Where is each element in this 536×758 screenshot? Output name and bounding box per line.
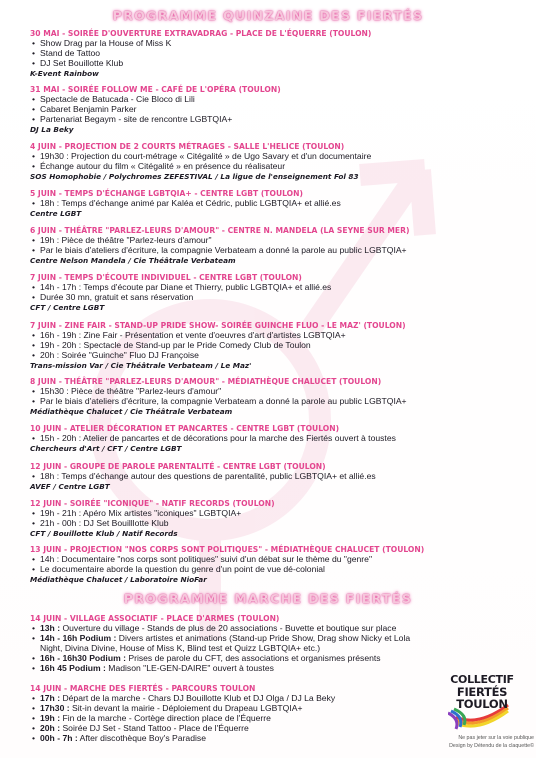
event-block xyxy=(30,462,516,492)
event-block xyxy=(30,29,516,79)
logo-line-2: FIERTÉS xyxy=(456,685,508,699)
event-item: • Par le biais d'ateliers d'écriture, la compagnie Verbateam a donné la parole au public LGBTQIA+ xyxy=(40,246,516,256)
event-credit: CFT / Bouillotte Klub / Natif Records xyxy=(30,528,178,538)
schedule-time: 19h : xyxy=(40,712,61,723)
event-item: • 16h - 19h : Zine Fair - Présentation et vente d'oeuvres d'art d'artistes LGBTQIA+ xyxy=(40,331,516,341)
event-item: • 19h - 20h : Spectacle de Stand-up par le Pride Comedy Club de Toulon xyxy=(40,341,516,351)
event-item: • 19h30 : Projection du court-métrage « Citégalité » de Ugo Savary et d'un documentaire xyxy=(40,152,516,162)
event-credit: Centre Nelson Mandela / Cie Théâtrale Verbateam xyxy=(30,255,236,265)
schedule-time: 17h : xyxy=(40,693,61,703)
event-item: • 15h30 : Pièce de théâtre "Parlez-leurs d'amour" xyxy=(40,387,516,397)
event-heading: 4 JUIN - PROJECTION DE 2 COURTS MÉTRAGES - SALLE L'HELICE (TOULON) xyxy=(30,142,345,151)
schedule-time: 13h : xyxy=(40,623,61,633)
event-heading: 10 JUIN - ATELIER DÉCORATION ET PANCARTES - CENTRE LGBT (TOULON) xyxy=(30,424,340,433)
collectif-fiertes-toulon-logo xyxy=(448,665,516,731)
schedule-time: 14h - 16h Podium : xyxy=(40,632,117,643)
event-block xyxy=(30,424,516,454)
event-item: • Durée 30 mn, gratuit et sans réservation xyxy=(40,293,516,303)
event-block xyxy=(30,189,516,219)
schedule-time: 20h : xyxy=(40,722,61,733)
event-credit: AVEF / Centre LGBT xyxy=(30,481,110,491)
schedule-text: Fin de la marche - Cortège direction place de l'Équerre xyxy=(60,712,271,723)
event-item: • 19h : Pièce de théâtre "Parlez-leurs d'amour" xyxy=(40,236,516,246)
event-credit: Médiathèque Chalucet / Cie Théâtrale Verbateam xyxy=(30,406,233,416)
event-item: • 20h : Soirée "Guinche" Fluo DJ Françoise xyxy=(40,351,516,361)
logo-line-1: COLLECTIF xyxy=(450,673,514,686)
event-item: • Échange autour du film « Citégalité » en présence du réalisateur xyxy=(40,162,516,172)
design-credit: Design by Détendu de la claquette© xyxy=(449,743,534,749)
schedule-text: Divers artistes et animations (Stand-up Pride Show, Drag show Nicky et Lola xyxy=(116,632,411,643)
event-item: • Spectacle de Batucada - Cie Bloco di Lili xyxy=(40,95,516,105)
event-heading: 14 JUIN - VILLAGE ASSOCIATIF - PLACE D'ARMES (TOULON) xyxy=(30,614,280,623)
event-item: • Partenariat Begaym - site de rencontre LGBTQIA+ xyxy=(40,115,516,125)
event-block xyxy=(30,142,516,182)
event-heading: 7 JUIN - TEMPS D'ÉCOUTE INDIVIDUEL - CENTRE LGBT (TOULON) xyxy=(30,273,302,282)
schedule-text: Ouverture du village - Stands de plus de 20 associations - Buvette et boutique sur place xyxy=(60,623,397,633)
event-item: • Show Drag par la House of Miss K xyxy=(40,39,516,49)
event-heading: 6 JUIN - THÉÂTRE "PARLEZ-LEURS D'AMOUR" - CENTRE N. MANDELA (LA SEYNE SUR MER) xyxy=(30,226,410,235)
event-credit: Trans-mission Var / Cie Théâtrale Verbateam / Le Maz' xyxy=(30,360,252,370)
event-block xyxy=(30,85,516,135)
marche-block xyxy=(30,684,426,744)
event-item: • 14h : Documentaire "nos corps sont politiques" suivi d'un débat sur le thème du "genre" xyxy=(40,555,516,565)
programme-quinzaine-title: PROGRAMME QUINZAINE DES FIERTÉS xyxy=(112,8,424,23)
programme-marche-title: PROGRAMME MARCHE DES FIERTÉS xyxy=(123,591,413,606)
schedule-item xyxy=(40,664,516,674)
event-credit: SOS Homophobie / Polychromes ZEFESTIVAL / La ligue de l'enseignement Fol 83 xyxy=(30,171,359,181)
event-block xyxy=(30,545,516,585)
event-item: • Le documentaire aborde la question du genre d'un point de vue dé-colonial xyxy=(40,565,516,575)
event-heading: 12 JUIN - GROUPE DE PAROLE PARENTALITÉ - CENTRE LGBT (TOULON) xyxy=(30,462,326,471)
schedule-text: Départ de la marche - Chars DJ Bouillotte Klub et DJ Olga / DJ La Beky xyxy=(60,693,336,703)
event-item: • 15h - 20h : Atelier de pancartes et de décorations pour la marche des Fiertés ouvert à toustes xyxy=(40,434,516,444)
event-credit: Centre LGBT xyxy=(30,208,82,218)
event-heading: 12 JUIN - SOIRÉE "ICONIQUE" - NATIF RECORDS (TOULON) xyxy=(30,499,275,508)
schedule-time: 17h30 : xyxy=(40,702,70,713)
event-item: • Stand de Tattoo xyxy=(40,49,516,59)
schedule-time: 16h - 16h30 Podium : xyxy=(40,652,126,663)
schedule-text: After discothèque Boy's Paradise xyxy=(77,732,206,743)
legal-note: Ne pas jeter sur la voie publique xyxy=(458,735,534,741)
event-heading: 7 JUIN - ZINE FAIR - STAND-UP PRIDE SHOW- SOIRÉE GUINCHE FLUO - LE MAZ' (TOULON) xyxy=(30,321,406,330)
logo-line-3: TOULON xyxy=(456,697,508,711)
event-heading: 8 JUIN - THÉÂTRE "PARLEZ-LEURS D'AMOUR" - MÉDIATHÈQUE CHALUCET (TOULON) xyxy=(30,377,382,386)
event-credit: DJ La Beky xyxy=(30,124,74,134)
schedule-text: Madison "LE-GEN-DAIRE" ouvert à toustes xyxy=(105,662,274,673)
event-heading: 14 JUIN - MARCHE DES FIERTÉS - PARCOURS TOULON xyxy=(30,684,256,693)
event-item: • 21h - 00h : DJ Set Bouilllotte Klub xyxy=(40,519,516,529)
event-block xyxy=(30,273,516,313)
event-item: • DJ Set Bouillotte Klub xyxy=(40,59,516,69)
event-item: • 19h - 21h : Apéro Mix artistes "iconiques" LGBTQIA+ xyxy=(40,509,516,519)
event-block xyxy=(30,499,516,539)
event-item: • Cabaret Benjamin Parker xyxy=(40,105,516,115)
schedule-time: 16h 45 Podium : xyxy=(40,662,106,673)
event-heading: 30 MAI - SOIRÉE D'OUVERTURE EXTRAVADRAG - PLACE DE L'ÉQUERRE (TOULON) xyxy=(30,29,372,38)
event-credit: CFT / Centre LGBT xyxy=(30,302,105,312)
schedule-text: Soirée DJ Set - Stand Tattoo - Place de l'Équerre xyxy=(60,722,249,733)
marche-block xyxy=(30,614,516,674)
event-item: • 18h : Temps d'échange autour des questions de parentalité, public LGBTQIA+ et allié.es xyxy=(40,472,516,482)
schedule-item xyxy=(40,734,426,744)
event-credit: K-Event Rainbow xyxy=(30,68,99,78)
event-heading: 5 JUIN - TEMPS D'ÉCHANGE LGBTQIA+ - CENTRE LGBT (TOULON) xyxy=(30,189,303,198)
schedule-text: Night, Divina Divine, House of Miss K, Blind test et Quizz LGBTQIA+ etc.) xyxy=(40,642,321,653)
event-credit: Médiathèque Chalucet / Laboratoire NioFar xyxy=(30,574,207,584)
schedule-time: 00h - 7h : xyxy=(40,732,78,743)
event-credit: Chercheurs d'Art / CFT / Centre LGBT xyxy=(30,443,182,453)
event-item: • Par le biais d'ateliers d'écriture, la compagnie Verbateam a donné la parole au public LGBTQIA+ xyxy=(40,397,516,407)
schedule-text: Prises de parole du CFT, des associations et organismes présents xyxy=(125,652,381,663)
event-heading: 31 MAI - SOIRÉE FOLLOW ME - CAFÉ DE L'OPÉRA (TOULON) xyxy=(30,85,281,94)
event-block xyxy=(30,377,516,417)
event-block xyxy=(30,226,516,266)
event-heading: 13 JUIN - PROJECTION "NOS CORPS SONT POLITIQUES" - MÉDIATHÈQUE CHALUCET (TOULON) xyxy=(30,545,425,554)
event-item: • 14h - 17h : Temps d'écoute par Diane et Thierry, public LGBTQIA+ et allié.es xyxy=(40,283,516,293)
event-block xyxy=(30,321,516,371)
schedule-text: Sit-in devant la mairie - Déploiement du Drapeau LGBTQIA+ xyxy=(69,702,303,713)
event-item: • 18h : Temps d'échange animé par Kaléa et Cédric, public LGBTQIA+ et allié.es xyxy=(40,199,516,209)
